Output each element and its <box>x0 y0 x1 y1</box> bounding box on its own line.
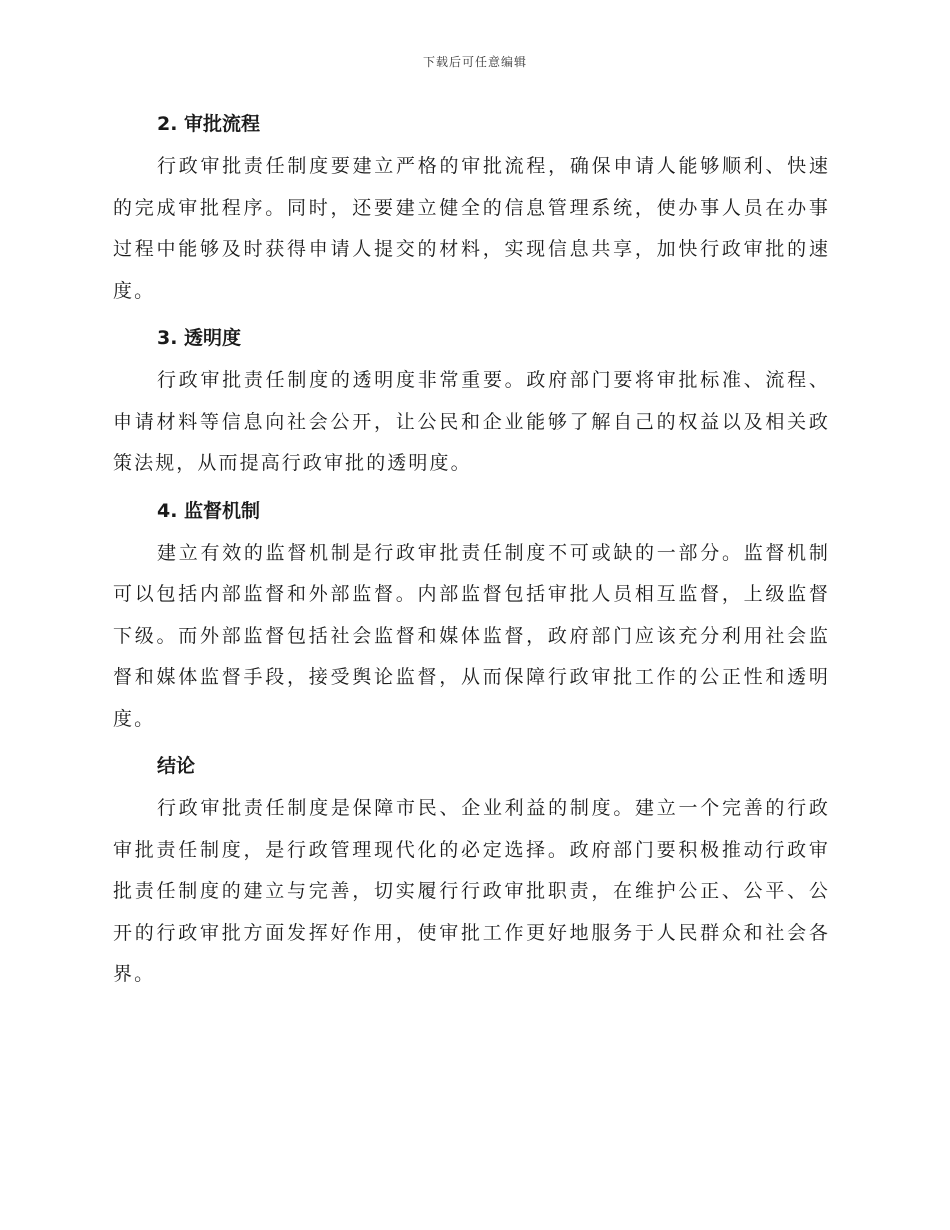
paragraph-conclusion: 行政审批责任制度是保障市民、企业利益的制度。建立一个完善的行政审批责任制度，是行政管理现代化的必定选择。政府部门要积极推动行政审批责任制度的建立与完善，切实履行行政审批职责，在维护公正、公平、公开的行政审批方面发挥好作用，使审批工作更好地服务于人民群众和社会各界。 <box>113 797 830 985</box>
section-heading-approval-process: 2. 审批流程 <box>157 113 261 135</box>
paragraph-approval-process: 行政审批责任制度要建立严格的审批流程，确保申请人能够顺利、快速的完成审批程序。同时，还要建立健全的信息管理系统，使办事人员在办事过程中能够及时获得申请人提交的材料，实现信息共享，加快行政审批的速度。 <box>113 155 830 302</box>
page-header: 下载后可任意编辑 <box>422 55 527 69</box>
section-heading-supervision: 4. 监督机制 <box>157 499 261 522</box>
document-body <box>113 110 830 1008</box>
section-heading-conclusion: 结论 <box>157 755 196 777</box>
section-heading-transparency: 3. 透明度 <box>157 327 242 349</box>
paragraph-transparency: 行政审批责任制度的透明度非常重要。政府部门要将审批标准、流程、申请材料等信息向社会公开，让公民和企业能够了解自己的权益以及相关政策法规，从而提高行政审批的透明度。 <box>113 369 830 474</box>
paragraph-supervision: 建立有效的监督机制是行政审批责任制度不可或缺的一部分。监督机制可以包括内部监督和外部监督。内部监督包括审批人员相互监督，上级监督下级。而外部监督包括社会监督和媒体监督，政府部门应该充分利用社会监督和媒体监督手段，接受舆论监督，从而保障行政审批工作的公正性和透明度。 <box>113 541 830 730</box>
